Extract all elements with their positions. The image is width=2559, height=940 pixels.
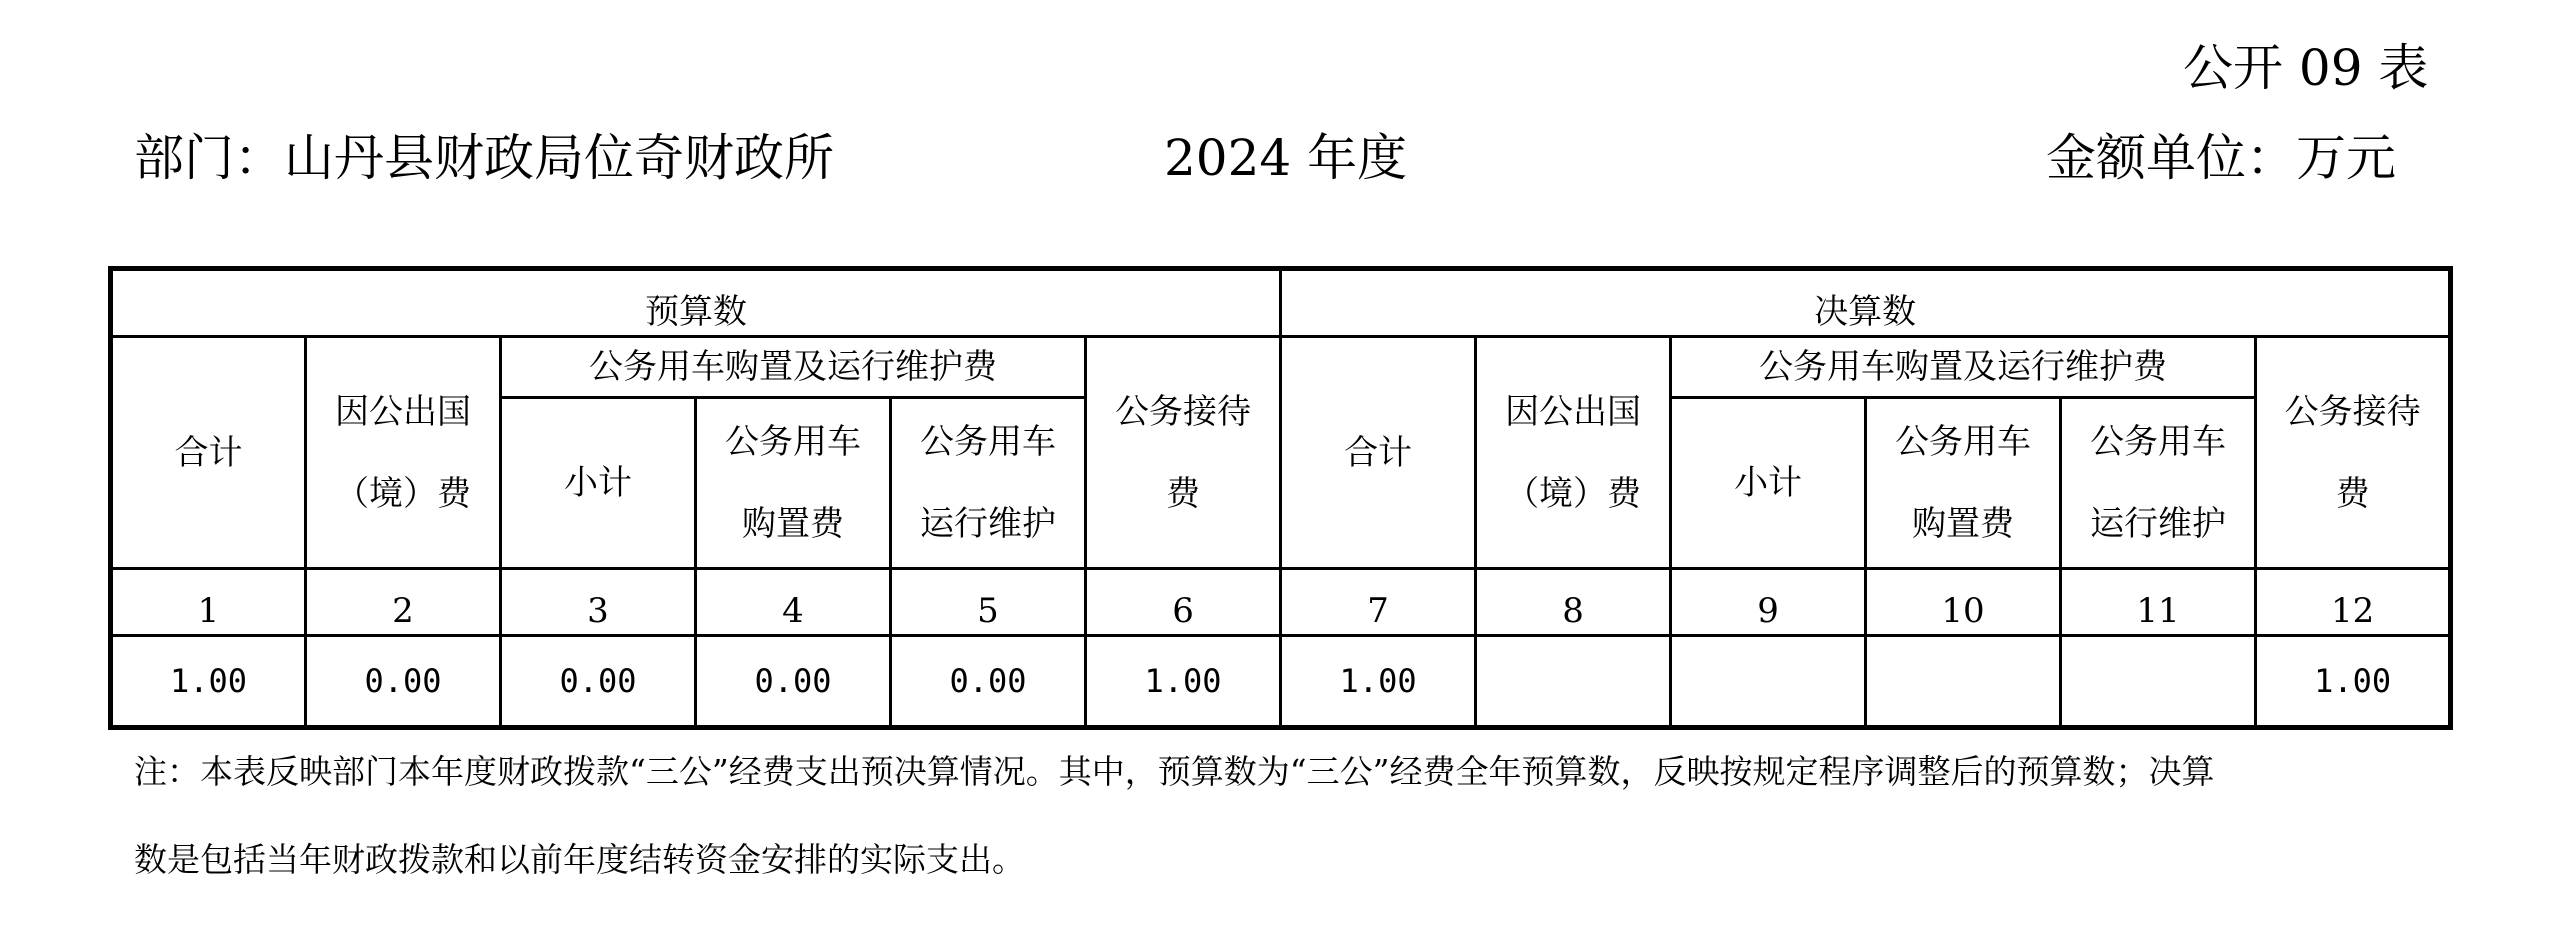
value-cell <box>1671 636 1866 728</box>
final-abroad-header <box>1476 337 1671 569</box>
three-public-expenses-table <box>108 266 2453 730</box>
budget-vehicle-operate-line2: 运行维护 <box>920 504 1056 544</box>
index-cell: 12 <box>2256 569 2451 636</box>
final-vehicle-operate-header <box>2061 398 2256 569</box>
final-reception-header <box>2256 337 2451 569</box>
amount-unit: 金额单位：万元 <box>2046 129 2396 187</box>
values-row <box>111 636 2451 728</box>
final-abroad-header-line2: （境）费 <box>1505 473 1642 514</box>
note-line-2: 数是包括当年财政拨款和以前年度结转资金安排的实际支出。 <box>134 840 1025 879</box>
index-cell: 2 <box>306 569 501 636</box>
index-cell: 8 <box>1476 569 1671 636</box>
index-cell: 4 <box>696 569 891 636</box>
final-vehicle-purchase-line1: 公务用车 <box>1895 422 2032 462</box>
final-vehicle-purchase-line2: 购置费 <box>1912 504 2015 544</box>
final-vehicle-group-header: 公务用车购置及运行维护费 <box>1671 337 2256 398</box>
final-total-header: 合计 <box>1281 337 1476 569</box>
value-cell: 0.00 <box>696 636 891 728</box>
budget-abroad-header-line2: （境）费 <box>335 473 471 514</box>
group-header-row <box>111 269 2451 337</box>
budget-vehicle-purchase-header <box>696 398 891 569</box>
index-cell: 10 <box>1866 569 2061 636</box>
final-reception-header-line1: 公务接待 <box>2284 391 2421 432</box>
form-number: 公开 09 表 <box>2183 39 2429 97</box>
department-label: 部门：山丹县财政局位奇财政所 <box>134 129 834 187</box>
index-cell: 3 <box>501 569 696 636</box>
budget-abroad-header <box>306 337 501 569</box>
budget-reception-header <box>1086 337 1281 569</box>
value-cell: 1.00 <box>1086 636 1281 728</box>
value-cell: 0.00 <box>501 636 696 728</box>
index-cell: 7 <box>1281 569 1476 636</box>
value-cell: 0.00 <box>891 636 1086 728</box>
budget-reception-header-line2: 费 <box>1166 473 1201 514</box>
value-cell: 1.00 <box>1281 636 1476 728</box>
budget-abroad-header-line1: 因公出国 <box>335 391 471 432</box>
column-index-row <box>111 569 2451 636</box>
index-cell: 11 <box>2061 569 2256 636</box>
value-cell: 1.00 <box>111 636 306 728</box>
final-reception-header-line2: 费 <box>2335 473 2370 514</box>
index-cell: 9 <box>1671 569 1866 636</box>
budget-vehicle-purchase-line2: 购置费 <box>742 504 844 544</box>
index-cell: 5 <box>891 569 1086 636</box>
value-cell: 1.00 <box>2256 636 2451 728</box>
value-cell: 0.00 <box>306 636 501 728</box>
index-cell: 1 <box>111 569 306 636</box>
budget-vehicle-operate-header <box>891 398 1086 569</box>
fiscal-year: 2024 年度 <box>1164 129 1408 187</box>
column-header-row-1 <box>111 337 2451 398</box>
budget-subtotal-header: 小计 <box>501 398 696 569</box>
final-vehicle-operate-line1: 公务用车 <box>2090 422 2227 462</box>
final-vehicle-operate-line2: 运行维护 <box>2090 504 2227 544</box>
final-subtotal-header: 小计 <box>1671 398 1866 569</box>
value-cell <box>1476 636 1671 728</box>
budget-vehicle-operate-line1: 公务用车 <box>920 422 1056 462</box>
budget-reception-header-line1: 公务接待 <box>1115 391 1252 432</box>
final-vehicle-purchase-header <box>1866 398 2061 569</box>
budget-vehicle-group-header: 公务用车购置及运行维护费 <box>501 337 1086 398</box>
final-group-header: 决算数 <box>1281 269 2451 337</box>
value-cell <box>2061 636 2256 728</box>
budget-total-header: 合计 <box>111 337 306 569</box>
note-line-1: 注：本表反映部门本年度财政拨款“三公”经费支出预决算情况。其中，预算数为“三公”经费全年预算数，反映按规定程序调整后的预算数；决算 <box>134 752 2215 791</box>
value-cell <box>1866 636 2061 728</box>
index-cell: 6 <box>1086 569 1281 636</box>
budget-vehicle-purchase-line1: 公务用车 <box>725 422 861 462</box>
final-abroad-header-line1: 因公出国 <box>1505 391 1642 432</box>
budget-group-header: 预算数 <box>111 269 1281 337</box>
